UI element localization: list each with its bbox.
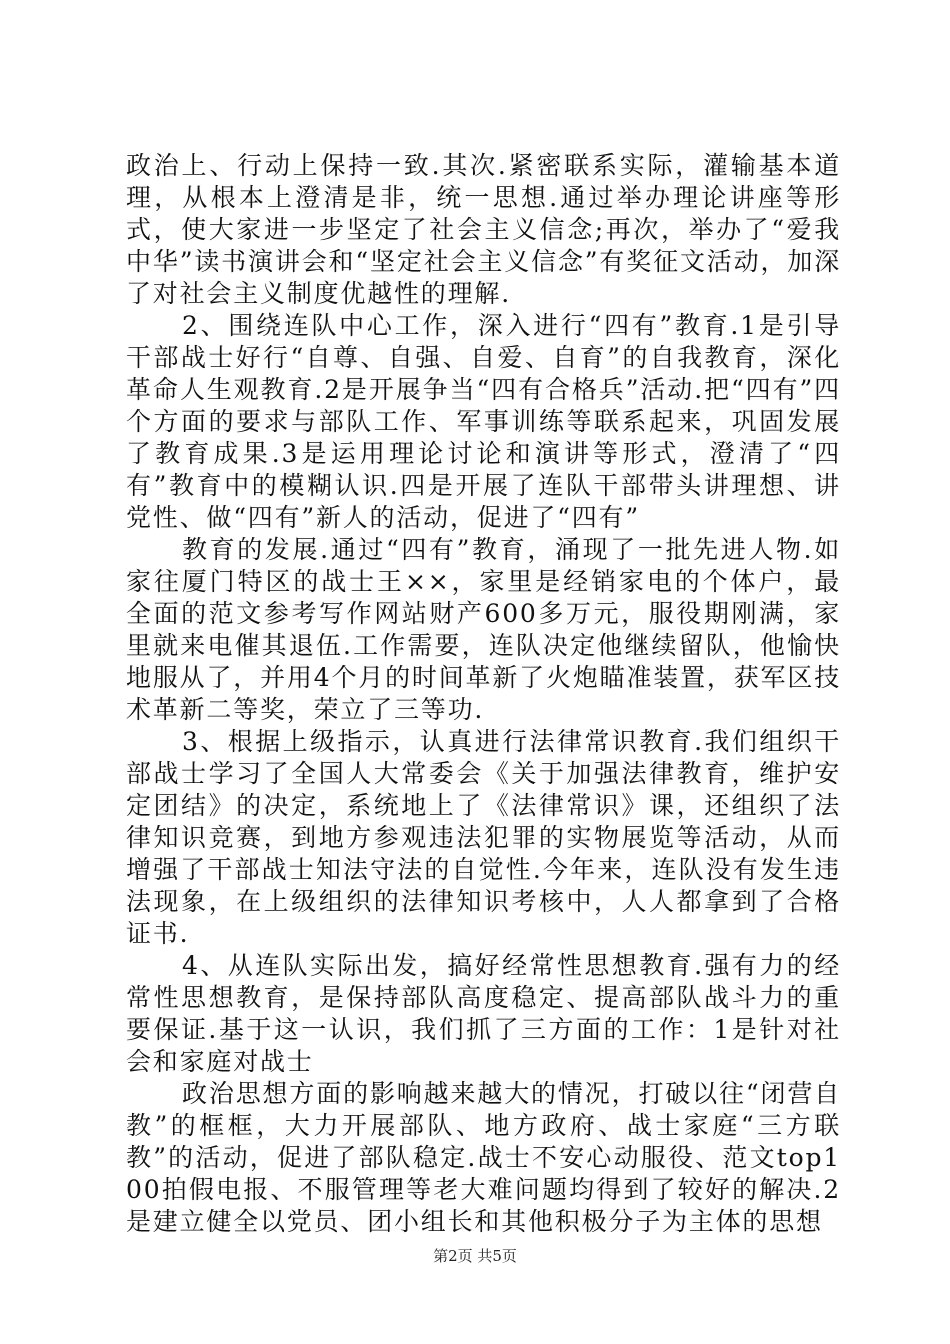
- paragraph-2: 2、围绕连队中心工作，深入进行“四有”教育.1是引导干部战士好行“自尊、自强、自爱、自育”的自我教育，深化革命人生观教育.2是开展争当“四有合格兵”活动.把“四有”四个方面的要求与部队工作、军事训练等联系起来，巩固发展了教育成果.3是运用理论讨论和演讲等形式，澄清了“四有”教育中的模糊认识.四是开展了连队干部带头讲理想、讲党性、做“四有”新人的活动，促进了“四有”: [126, 311, 841, 532]
- document-body: [126, 150, 841, 1238]
- paragraph-4: 3、根据上级指示，认真进行法律常识教育.我们组织干部战士学习了全国人大常委会《关于加强法律教育，维护安定团结》的决定，系统地上了《法律常识》课，还组织了法律知识竞赛，到地方参观违法犯罪的实物展览等活动，从而增强了干部战士知法守法的自觉性.今年来，连队没有发生违法现象，在上级组织的法律知识考核中，人人都拿到了合格证书.: [126, 727, 841, 948]
- paragraph-5: 4、从连队实际出发，搞好经常性思想教育.强有力的经常性思想教育，是保持部队高度稳定、提高部队战斗力的重要保证.基于这一认识，我们抓了三方面的工作：1是针对社会和家庭对战士: [126, 951, 841, 1076]
- page-number-label: 第2页 共5页: [433, 1247, 517, 1265]
- paragraph-3: 教育的发展.通过“四有”教育，涌现了一批先进人物.如家往厦门特区的战士王××，家里是经销家电的个体户，最全面的范文参考写作网站财产600多万元，服役期刚满，家里就来电催其退伍.工作需要，连队决定他继续留队，他愉快地服从了，并用4个月的时间革新了火炮瞄准装置，获军区技术革新二等奖，荣立了三等功.: [126, 535, 841, 724]
- paragraph-1: 政治上、行动上保持一致.其次.紧密联系实际，灌输基本道理，从根本上澄清是非，统一思想.通过举办理论讲座等形式，使大家进一步坚定了社会主义信念;再次，举办了“爱我中华”读书演讲会和“坚定社会主义信念”有奖征文活动，加深了对社会主义制度优越性的理解.: [126, 151, 841, 308]
- page-footer: [0, 1246, 950, 1266]
- paragraph-6: 政治思想方面的影响越来越大的情况，打破以往“闭营自教”的框框，大力开展部队、地方政府、战士家庭“三方联教”的活动，促进了部队稳定.战士不安心动服役、范文top100拍假电报、不服管理等老大难问题均得到了较好的解决.2是建立健全以党员、团小组长和其他积极分子为主体的思想: [126, 1079, 841, 1236]
